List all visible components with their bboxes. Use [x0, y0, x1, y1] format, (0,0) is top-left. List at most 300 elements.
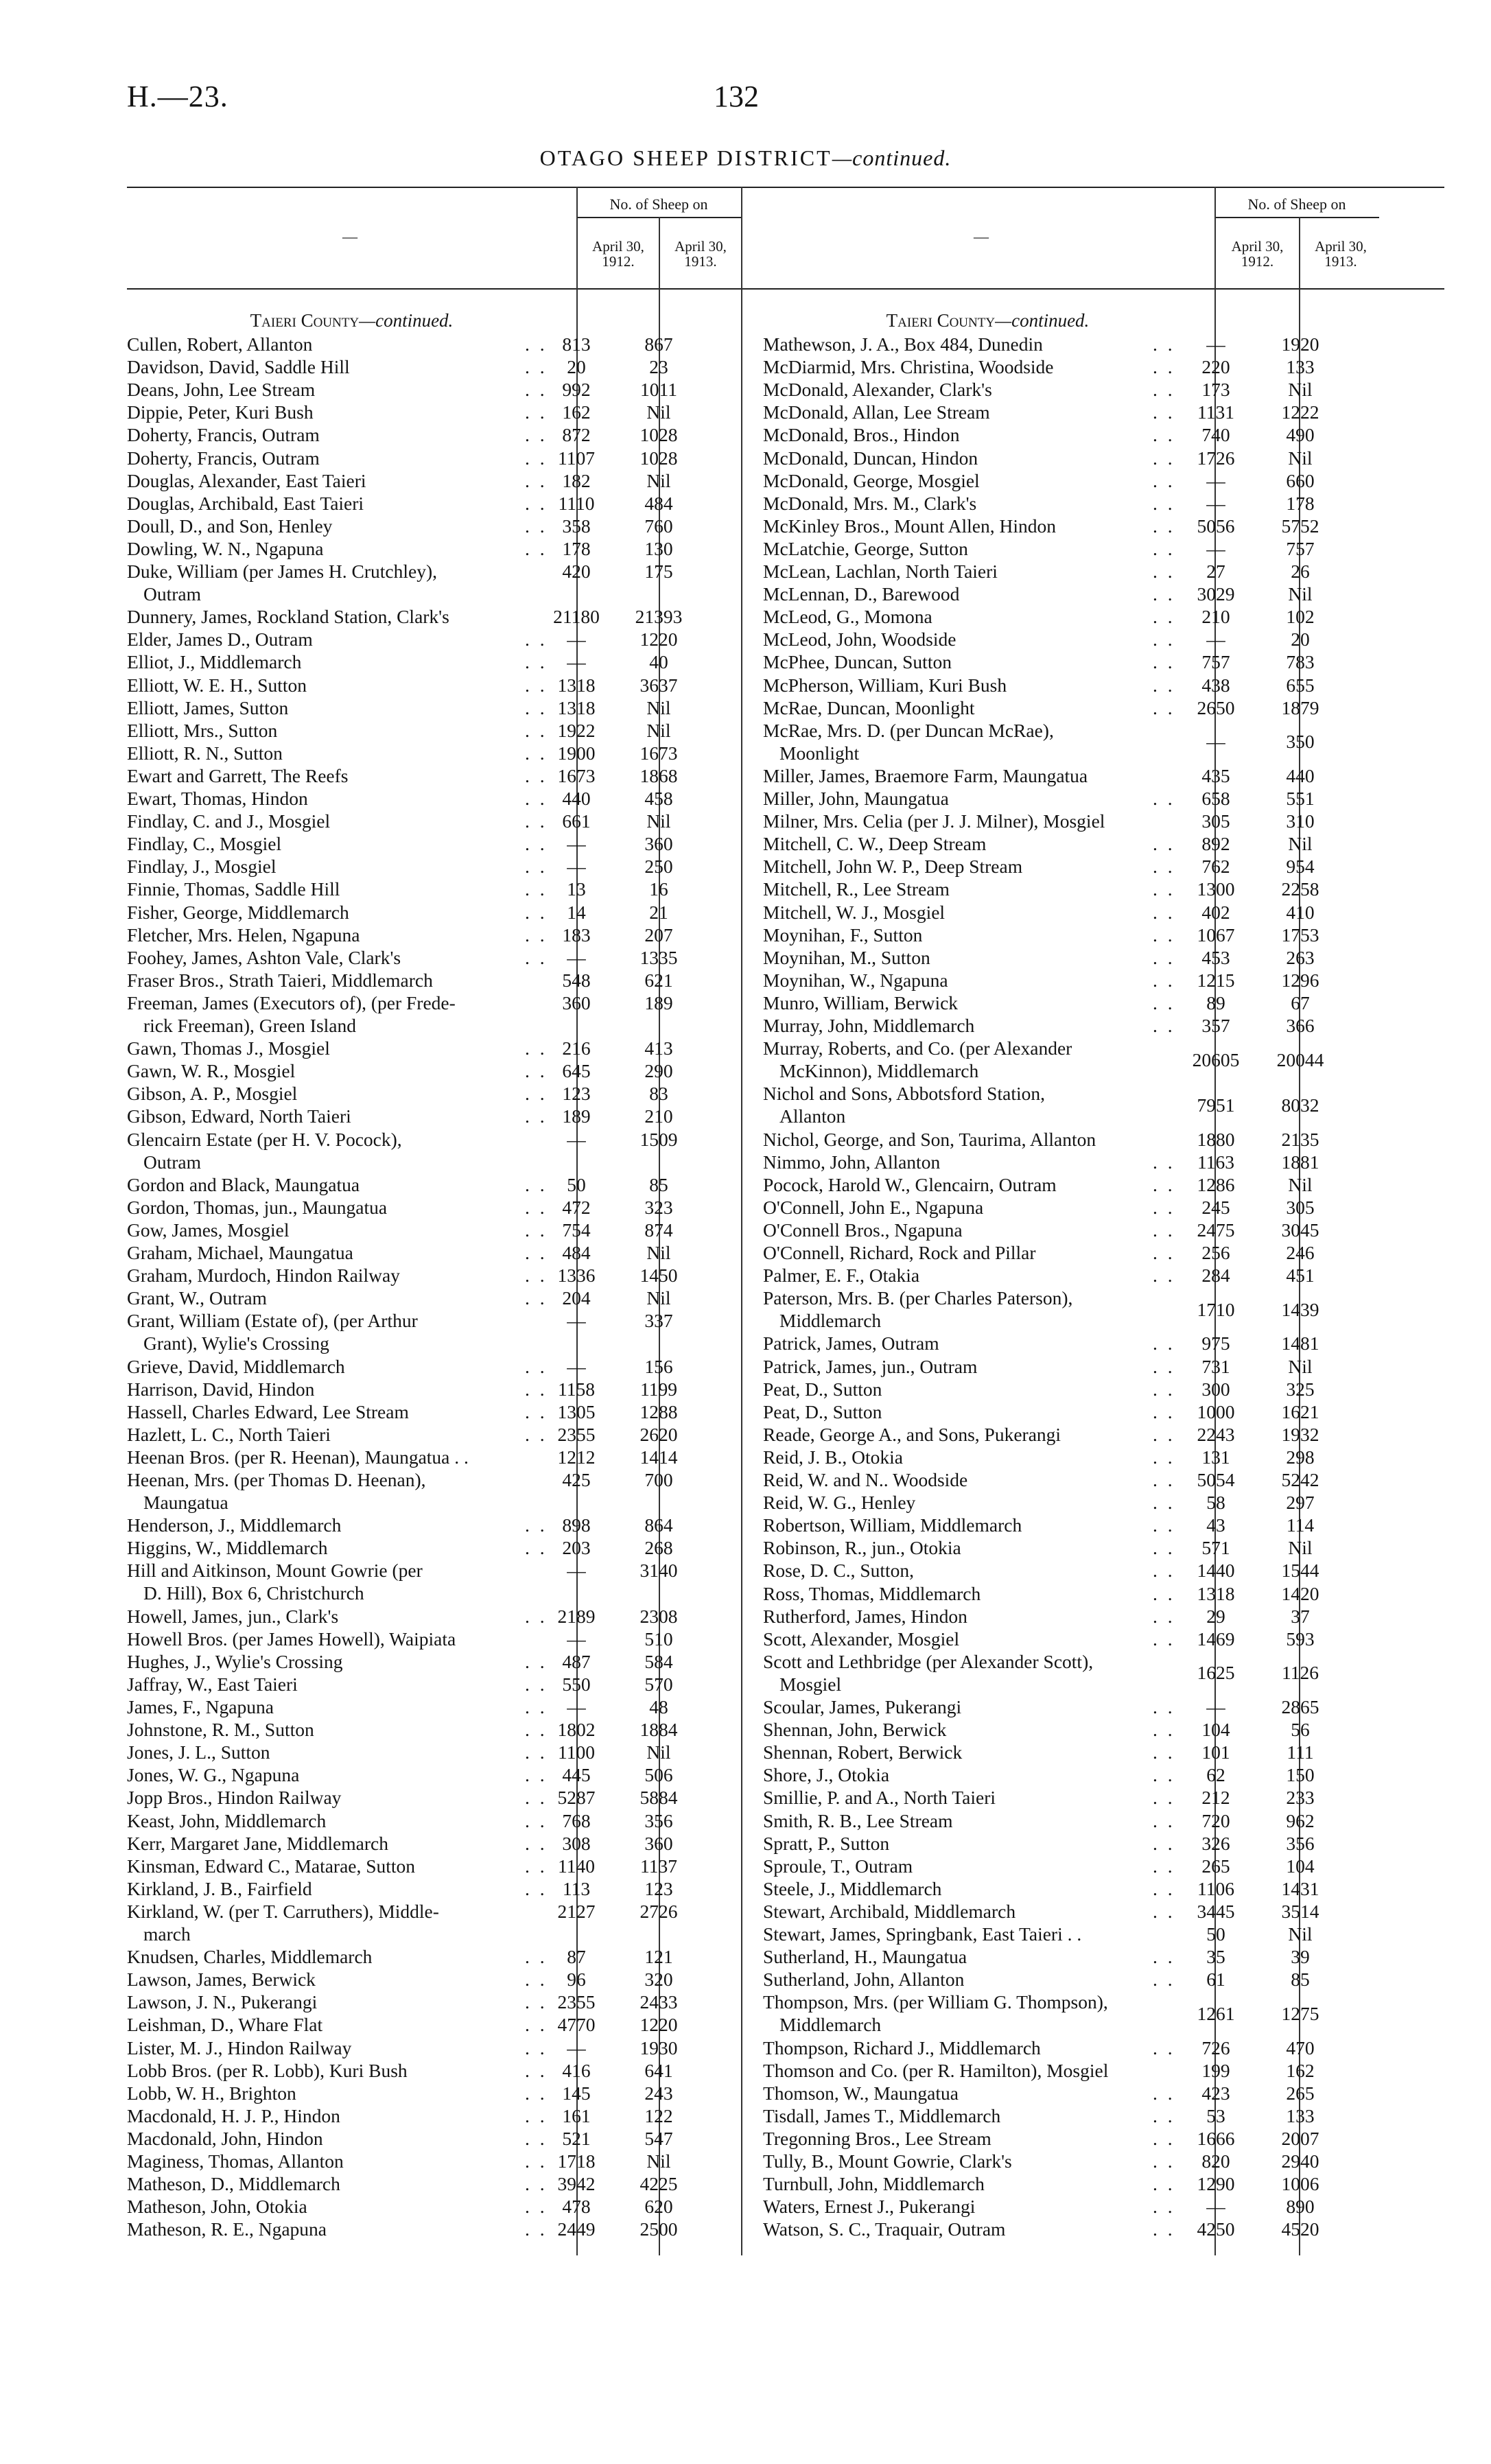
- table-row: [127, 493, 703, 515]
- table-row: [127, 810, 703, 833]
- sheep-count-1912: 1163: [1197, 1151, 1234, 1173]
- sheep-count-1912: —: [567, 1128, 586, 1150]
- sheep-count-1913: 21: [649, 901, 668, 923]
- holder-name: Hill and Aitkinson, Mount Gowrie (per: [127, 1560, 423, 1582]
- sheep-count-1913: 85: [649, 1173, 668, 1195]
- sheep-count-1913: Nil: [1288, 1173, 1313, 1195]
- holder-name: Tully, B., Mount Gowrie, Clark's: [763, 2150, 1012, 2172]
- table-row: [763, 606, 1345, 629]
- sheep-count-1912: 161: [562, 2104, 591, 2126]
- sheep-count-1912: 210: [1201, 606, 1230, 628]
- holder-name: Turnbull, John, Middlemarch: [763, 2173, 985, 2195]
- table-row: [763, 1741, 1345, 1764]
- holder-name: McLennan, D., Barewood: [763, 583, 960, 605]
- title-suffix: —continued.: [832, 145, 952, 170]
- holder-name: Harrison, David, Hindon: [127, 1378, 315, 1400]
- holder-name: McLeod, John, Woodside: [763, 629, 956, 650]
- holder-name-continued: Middlemarch: [779, 2014, 882, 2036]
- holder-name: Steele, J., Middlemarch: [763, 1877, 942, 1899]
- leader-dots: . .: [1153, 1560, 1175, 1582]
- sheep-count-1913: 470: [1286, 2037, 1315, 2058]
- holder-name: Reade, George A., and Sons, Pukerangi: [763, 1423, 1061, 1445]
- holder-name: Grieve, David, Middlemarch: [127, 1355, 345, 1377]
- sheep-count-1913: 48: [649, 1696, 668, 1717]
- table-row: [763, 2082, 1345, 2105]
- holder-name: Scoular, James, Pukerangi: [763, 1696, 962, 1717]
- table-row: [763, 970, 1345, 992]
- holder-name: Patrick, James, jun., Outram: [763, 1355, 978, 1377]
- leader-dots: . .: [525, 1741, 548, 1763]
- sheep-count-1912: 1110: [558, 492, 595, 514]
- sheep-count-1913: 290: [644, 1060, 673, 1082]
- table-row: [763, 2196, 1345, 2218]
- table-row: [127, 1310, 703, 1355]
- table-row: [763, 1991, 1345, 2037]
- holder-name: Dunnery, James, Rockland Station, Clark's: [127, 606, 449, 628]
- sheep-count-1912: —: [1206, 731, 1225, 753]
- sheep-count-1912: —: [1206, 333, 1225, 355]
- left-table-body: [127, 333, 813, 2255]
- sheep-count-1913: 1420: [1281, 1582, 1319, 1604]
- holder-name: Matheson, D., Middlemarch: [127, 2173, 340, 2195]
- table-row: [127, 1606, 703, 1628]
- sheep-count-1912: 1000: [1197, 1400, 1235, 1422]
- holder-name: Stewart, Archibald, Middlemarch: [763, 1900, 1016, 1922]
- sheep-count-1912: 438: [1201, 674, 1230, 696]
- holder-name: McRae, Mrs. D. (per Duncan McRae),: [763, 719, 1054, 741]
- holder-name: McDonald, Bros., Hindon: [763, 424, 960, 446]
- holder-name-continued: Maungatua: [143, 1492, 228, 1514]
- leader-dots: . .: [1153, 1015, 1175, 1036]
- holder-name: Pocock, Harold W., Glencairn, Outram: [763, 1173, 1057, 1195]
- sheep-count-1913: 1137: [640, 1855, 677, 1877]
- holder-name: Murray, Roberts, and Co. (per Alexander: [763, 1037, 1072, 1059]
- holder-name: Rose, D. C., Sutton,: [763, 1560, 915, 1582]
- left-header-group: No. of Sheep on: [609, 196, 708, 213]
- leader-dots: . .: [1153, 1696, 1175, 1717]
- table-row: [763, 1923, 1345, 1946]
- leader-dots: . .: [525, 1832, 548, 1854]
- sheep-count-1912: 571: [1201, 1537, 1230, 1559]
- sheep-count-1912: 35: [1206, 1946, 1225, 1968]
- holder-name: Moynihan, F., Sutton: [763, 924, 923, 946]
- holder-name: McDonald, Alexander, Clark's: [763, 379, 992, 401]
- holder-name: Mathewson, J. A., Box 484, Dunedin: [763, 333, 1043, 355]
- sheep-count-1912: 1710: [1197, 1298, 1235, 1320]
- holder-name: Grant, W., Outram: [127, 1287, 267, 1309]
- holder-name: Gow, James, Mosgiel: [127, 1219, 290, 1241]
- sheep-count-1912: 3029: [1197, 583, 1235, 605]
- holder-name: Ewart, Thomas, Hindon: [127, 788, 308, 809]
- sheep-count-1912: 440: [562, 788, 591, 809]
- leader-dots: . .: [1153, 1423, 1175, 1445]
- holder-name: Robinson, R., jun., Otokia: [763, 1537, 961, 1559]
- holder-name: Tisdall, James T., Middlemarch: [763, 2104, 1001, 2126]
- sheep-count-1913: 23: [649, 356, 668, 378]
- leader-dots: . .: [525, 1969, 548, 1991]
- table-row: [763, 1651, 1345, 1696]
- sheep-count-1912: —: [567, 1310, 586, 1332]
- sheep-count-1913: Nil: [1288, 379, 1313, 401]
- holder-name: Matheson, John, Otokia: [127, 2196, 307, 2218]
- leader-dots: . .: [525, 742, 548, 764]
- table-row: [763, 1378, 1345, 1401]
- leader-dots: . .: [525, 946, 548, 968]
- holder-name: Heenan Bros. (per R. Heenan), Maungatua . .: [127, 1446, 469, 1468]
- table-row: [127, 1242, 703, 1265]
- holder-name: Milner, Mrs. Celia (per J. J. Milner), Mosgiel: [763, 810, 1105, 832]
- table-row: [763, 1606, 1345, 1628]
- sheep-count-1913: 1288: [639, 1400, 678, 1422]
- table-row: [127, 1674, 703, 1696]
- right-col2-line2: 1913.: [1324, 253, 1357, 270]
- sheep-count-1913: Nil: [646, 401, 671, 423]
- leader-dots: . .: [1153, 878, 1175, 900]
- sheep-count-1913: 39: [1291, 1946, 1310, 1968]
- leader-dots: . .: [1153, 2037, 1175, 2058]
- table-row: [763, 1719, 1345, 1741]
- sheep-count-1913: Nil: [1288, 1923, 1313, 1945]
- sheep-count-1912: 550: [562, 1673, 591, 1695]
- holder-name: Moynihan, W., Ngapuna: [763, 969, 948, 991]
- leader-dots: . .: [525, 1877, 548, 1899]
- holder-name: Johnstone, R. M., Sutton: [127, 1719, 314, 1741]
- leader-dots: . .: [525, 878, 548, 900]
- table-row: [763, 401, 1345, 424]
- leader-dots: . .: [1153, 1265, 1175, 1287]
- holder-name: Shennan, John, Berwick: [763, 1719, 947, 1741]
- table-row: [127, 765, 703, 788]
- sheep-count-1913: 490: [1286, 424, 1315, 446]
- sheep-count-1913: 26: [1291, 561, 1310, 582]
- sheep-count-1912: 1318: [1197, 1582, 1235, 1604]
- leader-dots: . .: [1153, 2196, 1175, 2218]
- sheep-count-1913: 621: [644, 969, 673, 991]
- holder-name: Leishman, D., Whare Flat: [127, 2014, 323, 2036]
- sheep-count-1913: 1621: [1281, 1400, 1319, 1422]
- sheep-count-1913: 8032: [1281, 1094, 1319, 1116]
- holder-name: Munro, William, Berwick: [763, 992, 959, 1013]
- holder-name: McLatchie, George, Sutton: [763, 537, 968, 559]
- table-header-rule: [127, 288, 1444, 290]
- leader-dots: . .: [1153, 833, 1175, 855]
- sheep-count-1912: 1440: [1197, 1560, 1235, 1582]
- sheep-count-1913: 1006: [1281, 2173, 1319, 2195]
- sheep-count-1913: Nil: [1288, 1537, 1313, 1559]
- leader-dots: . .: [525, 719, 548, 741]
- table-row: [763, 424, 1345, 447]
- holder-name: McDonald, Mrs. M., Clark's: [763, 492, 977, 514]
- sheep-count-1913: Nil: [646, 1242, 671, 1263]
- table-row: [763, 878, 1345, 901]
- leader-dots: . .: [1153, 2104, 1175, 2126]
- table-row: [763, 1265, 1345, 1287]
- table-row: [127, 606, 703, 629]
- sheep-count-1913: 356: [644, 1809, 673, 1831]
- table-row: [127, 1129, 703, 1174]
- leader-dots: . .: [1153, 1378, 1175, 1400]
- table-row: [763, 1197, 1345, 1219]
- leader-dots: . .: [1153, 1400, 1175, 1422]
- table-row: [763, 2150, 1345, 2173]
- sheep-count-1913: 760: [644, 515, 673, 537]
- sheep-count-1913: 655: [1286, 674, 1315, 696]
- holder-name: Hassell, Charles Edward, Lee Stream: [127, 1400, 409, 1422]
- sheep-count-1912: 1261: [1197, 2002, 1235, 2024]
- sheep-count-1913: 757: [1286, 537, 1315, 559]
- sheep-count-1913: 440: [1286, 764, 1315, 786]
- sheep-count-1913: 410: [1286, 901, 1315, 923]
- sheep-count-1913: 1439: [1281, 1298, 1319, 1320]
- sheep-count-1912: 305: [1201, 810, 1230, 832]
- table-row: [127, 720, 703, 742]
- table-row: [127, 2173, 703, 2196]
- sheep-count-1912: 7951: [1197, 1094, 1235, 1116]
- leader-dots: . .: [525, 651, 548, 673]
- leader-dots: . .: [525, 333, 548, 355]
- sheep-count-1913: 156: [644, 1355, 673, 1377]
- table-row: [127, 878, 703, 901]
- sheep-count-1913: 210: [644, 1105, 673, 1127]
- holder-name: McDiarmid, Mrs. Christina, Woodside: [763, 356, 1054, 378]
- sheep-count-1912: 13: [567, 878, 586, 900]
- sheep-count-1913: 3045: [1281, 1219, 1319, 1241]
- sheep-count-1912: 425: [562, 1469, 591, 1490]
- leader-dots: . .: [525, 1400, 548, 1422]
- table-row: [127, 2037, 703, 2060]
- leader-dots: . .: [525, 379, 548, 401]
- table-row: [763, 1901, 1345, 1923]
- sheep-count-1912: 20605: [1192, 1048, 1240, 1070]
- holder-name: McDonald, Duncan, Hindon: [763, 447, 978, 469]
- leader-dots: . .: [1153, 492, 1175, 514]
- table-row: [127, 379, 703, 401]
- holder-name-continued: D. Hill), Box 6, Christchurch: [143, 1582, 364, 1604]
- table-row: [127, 970, 703, 992]
- table-row: [763, 2037, 1345, 2060]
- sheep-count-1913: 2433: [639, 1991, 678, 2013]
- sheep-count-1913: 700: [644, 1469, 673, 1490]
- table-row: [763, 333, 1345, 356]
- leader-dots: . .: [525, 2173, 548, 2195]
- sheep-count-1912: 1215: [1197, 969, 1235, 991]
- table-row: [763, 1333, 1345, 1355]
- holder-name: McPhee, Duncan, Sutton: [763, 651, 952, 673]
- sheep-count-1912: 2189: [557, 1605, 596, 1627]
- table-row: [763, 674, 1345, 697]
- table-row: [127, 515, 703, 538]
- sheep-count-1913: 350: [1286, 731, 1315, 753]
- holder-name: Shennan, Robert, Berwick: [763, 1741, 963, 1763]
- sheep-count-1912: 284: [1201, 1265, 1230, 1287]
- holder-name: Elliott, Mrs., Sutton: [127, 719, 278, 741]
- right-header-dash: —: [974, 228, 989, 245]
- leader-dots: . .: [1153, 1855, 1175, 1877]
- table-row: [763, 1037, 1345, 1083]
- table-row: [127, 1287, 703, 1310]
- sheep-count-1912: 1158: [558, 1378, 595, 1400]
- leader-dots: . .: [525, 1673, 548, 1695]
- table-row: [127, 1219, 703, 1242]
- table-row: [127, 1378, 703, 1401]
- leader-dots: . .: [1153, 447, 1175, 469]
- sheep-count-1912: 3445: [1197, 1900, 1235, 1922]
- sheep-count-1913: 1450: [639, 1265, 678, 1287]
- sheep-count-1913: 5752: [1281, 515, 1319, 537]
- holder-name: Reid, J. B., Otokia: [763, 1446, 903, 1468]
- sheep-count-1912: 1726: [1197, 447, 1235, 469]
- leader-dots: . .: [525, 492, 548, 514]
- sheep-count-1912: 1318: [557, 674, 596, 696]
- sheep-count-1912: 1300: [1197, 878, 1235, 900]
- sheep-count-1913: 320: [644, 1969, 673, 1991]
- sheep-count-1913: 122: [644, 2104, 673, 2126]
- sheep-count-1913: 323: [644, 1196, 673, 1218]
- sheep-count-1912: 762: [1201, 856, 1230, 878]
- sheep-count-1912: —: [1206, 492, 1225, 514]
- table-row: [763, 1287, 1345, 1333]
- table-row: [127, 992, 703, 1037]
- holder-name: Mitchell, R., Lee Stream: [763, 878, 950, 900]
- holder-name: Fletcher, Mrs. Helen, Ngapuna: [127, 924, 360, 946]
- holder-name: McLean, Lachlan, North Taieri: [763, 561, 998, 582]
- table-row: [127, 1878, 703, 1901]
- table-row: [127, 1833, 703, 1855]
- leader-dots: . .: [1153, 1741, 1175, 1763]
- holder-name: Dowling, W. N., Ngapuna: [127, 537, 324, 559]
- sheep-count-1912: 145: [562, 2082, 591, 2104]
- sheep-count-1913: 1920: [1281, 333, 1319, 355]
- holder-name: Shore, J., Otokia: [763, 1764, 890, 1786]
- right-header-col2: [1300, 239, 1381, 269]
- right-section-suffix: —continued.: [995, 310, 1090, 331]
- leader-dots: . .: [525, 1719, 548, 1741]
- table-row: [127, 1037, 703, 1060]
- table-row: [763, 1855, 1345, 1878]
- sheep-count-1912: 308: [562, 1832, 591, 1854]
- table-row: [763, 697, 1345, 720]
- leader-dots: . .: [1153, 946, 1175, 968]
- leader-dots: . .: [525, 1650, 548, 1672]
- table-row: [127, 2128, 703, 2150]
- sheep-count-1912: 256: [1201, 1242, 1230, 1263]
- leader-dots: . .: [1153, 1628, 1175, 1650]
- leader-dots: . .: [525, 1219, 548, 1241]
- right-group-rule: [1214, 217, 1379, 218]
- table-row: [127, 1787, 703, 1809]
- sheep-count-1912: —: [567, 856, 586, 878]
- sheep-count-1913: 178: [1286, 492, 1315, 514]
- right-section-name: Taieri County: [886, 310, 996, 331]
- table-row: [763, 788, 1345, 810]
- sheep-count-1913: 20044: [1276, 1048, 1324, 1070]
- sheep-count-1912: 820: [1201, 2150, 1230, 2172]
- sheep-count-1912: 2475: [1197, 1219, 1235, 1241]
- sheep-count-1913: 1881: [1281, 1151, 1319, 1173]
- table-row: [127, 1514, 703, 1537]
- sheep-count-1913: Nil: [646, 719, 671, 741]
- table-row: [127, 561, 703, 606]
- holder-name-continued: Outram: [143, 583, 202, 605]
- holder-name: Patrick, James, Outram: [763, 1333, 939, 1354]
- holder-name: Ewart and Garrett, The Reefs: [127, 764, 349, 786]
- sheep-count-1912: 2243: [1197, 1423, 1235, 1445]
- sheep-count-1913: 1220: [639, 629, 678, 650]
- sheep-count-1912: 358: [562, 515, 591, 537]
- table-row: [763, 1469, 1345, 1492]
- holder-name: Graham, Michael, Maungatua: [127, 1242, 353, 1263]
- sheep-count-1913: 297: [1286, 1492, 1315, 1514]
- holder-name: Scott, Alexander, Mosgiel: [763, 1628, 960, 1650]
- holder-name: Higgins, W., Middlemarch: [127, 1537, 328, 1559]
- holder-name: Macdonald, John, Hindon: [127, 2127, 323, 2149]
- table-row: [127, 1855, 703, 1878]
- holder-name: Graham, Murdoch, Hindon Railway: [127, 1265, 400, 1287]
- table-row: [127, 1696, 703, 1719]
- table-row: [127, 1560, 703, 1605]
- sheep-count-1912: 2449: [557, 2218, 596, 2240]
- sheep-count-1913: 506: [644, 1764, 673, 1786]
- holder-name: Knudsen, Charles, Middlemarch: [127, 1946, 373, 1968]
- leader-dots: . .: [1153, 356, 1175, 378]
- holder-name: O'Connell, Richard, Rock and Pillar: [763, 1242, 1036, 1263]
- table-row: [763, 583, 1345, 606]
- left-section-heading: [127, 310, 576, 331]
- table-row: [127, 1991, 703, 2014]
- holder-name: Finnie, Thomas, Saddle Hill: [127, 878, 340, 900]
- sheep-count-1913: Nil: [1288, 1355, 1313, 1377]
- table-row: [127, 651, 703, 674]
- table-row: [763, 856, 1345, 878]
- sheep-count-1912: 245: [1201, 1196, 1230, 1218]
- sheep-count-1913: 660: [1286, 469, 1315, 491]
- sheep-count-1913: 175: [644, 561, 673, 582]
- sheep-count-1912: 178: [562, 537, 591, 559]
- table-row: [763, 1424, 1345, 1446]
- leader-dots: . .: [525, 447, 548, 469]
- page-number: 132: [714, 80, 759, 113]
- sheep-count-1913: 1296: [1281, 969, 1319, 991]
- holder-name: Fisher, George, Middlemarch: [127, 901, 349, 923]
- leader-dots: . .: [1153, 537, 1175, 559]
- sheep-count-1912: —: [1206, 1696, 1225, 1717]
- page-title: [0, 145, 1491, 171]
- leader-dots: . .: [1153, 1832, 1175, 1854]
- table-row: [763, 2105, 1345, 2128]
- sheep-count-1913: 1275: [1281, 2002, 1319, 2024]
- holder-name: Thompson, Richard J., Middlemarch: [763, 2037, 1041, 2058]
- leader-dots: . .: [525, 2127, 548, 2149]
- leader-dots: . .: [525, 764, 548, 786]
- sheep-count-1913: 263: [1286, 946, 1315, 968]
- sheep-count-1912: 212: [1201, 1787, 1230, 1809]
- sheep-count-1912: 453: [1201, 946, 1230, 968]
- sheep-count-1913: 4225: [639, 2173, 678, 2195]
- sheep-count-1913: 1932: [1281, 1423, 1319, 1445]
- sheep-count-1912: 183: [562, 924, 591, 946]
- sheep-count-1912: 472: [562, 1196, 591, 1218]
- sheep-count-1912: —: [567, 1696, 586, 1717]
- table-row: [763, 515, 1345, 538]
- sheep-count-1913: 1431: [1281, 1877, 1319, 1899]
- sheep-count-1913: 1868: [639, 764, 678, 786]
- holder-name-continued: Mosgiel: [779, 1673, 842, 1695]
- holder-name: Findlay, C., Mosgiel: [127, 833, 282, 855]
- table-row: [127, 947, 703, 970]
- sheep-count-1912: 740: [1201, 424, 1230, 446]
- table-row: [127, 1174, 703, 1197]
- table-row: [763, 1356, 1345, 1378]
